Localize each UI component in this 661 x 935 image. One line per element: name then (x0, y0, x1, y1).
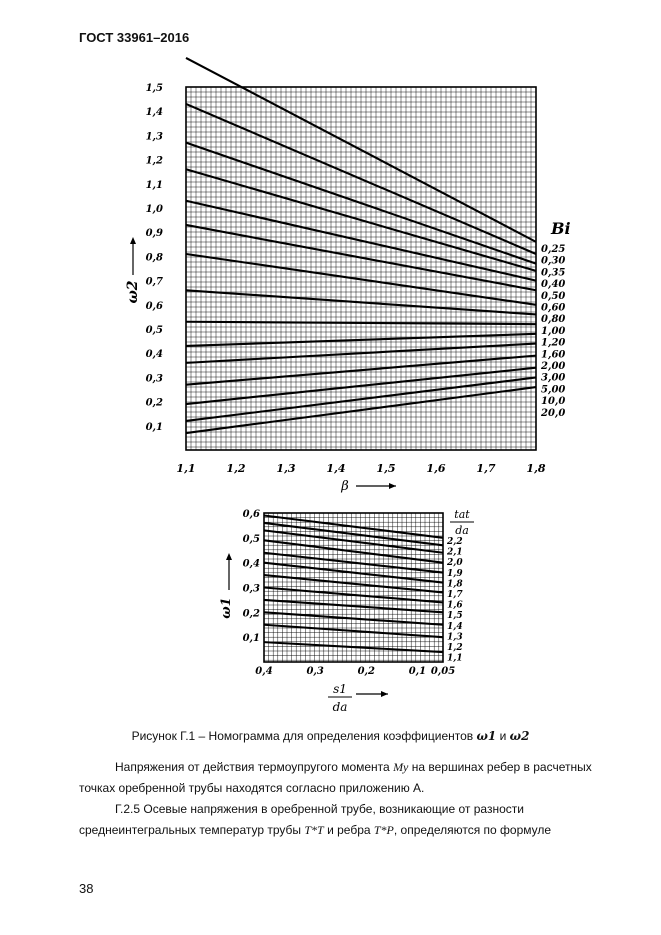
x-tick-label: 0,4 (255, 666, 273, 677)
x-axis-arrowhead (381, 691, 388, 697)
legend-label-1-2: 1,2 (447, 643, 463, 653)
legend-label-3-00: 3,00 (541, 372, 566, 384)
legend-title-denominator: da (455, 524, 469, 537)
y-tick-label: 0,2 (242, 608, 260, 620)
y-tick-label: 0,1 (242, 633, 260, 645)
paragraph-g25 (79, 799, 599, 841)
legend-label-2-1: 2,1 (447, 547, 463, 558)
legend-label-2-00: 2,00 (541, 361, 566, 372)
x-axis-label: β (341, 479, 349, 494)
series-line-1-8 (264, 553, 443, 573)
y-tick-label: 0,5 (145, 325, 163, 336)
legend-label-0-35: 0,35 (541, 267, 566, 279)
legend-label-0-30: 0,30 (541, 255, 566, 267)
legend-label-1-1: 1,1 (447, 653, 463, 664)
legend-label-1-3: 1,3 (447, 632, 463, 643)
legend-label-2-0: 2,0 (447, 558, 463, 569)
legend-label-1-8: 1,8 (447, 579, 463, 590)
series-line-1-9 (264, 540, 443, 562)
caption-and: и (496, 729, 510, 743)
x-tick-label: 1,4 (326, 462, 346, 475)
legend-label-1-20: 1,20 (541, 337, 566, 349)
legend-label-1-4: 1,4 (447, 621, 463, 632)
legend-label-1-00: 1,00 (541, 325, 566, 337)
y-tick-label: 1,4 (145, 107, 163, 119)
document-header: ГОСТ 33961–2016 (79, 30, 190, 45)
legend-label-0-50: 0,50 (541, 290, 566, 302)
y-tick-label: 0,2 (145, 397, 163, 409)
x-axis-arrowhead (389, 483, 396, 489)
y-tick-label: 1,5 (145, 83, 163, 94)
para2-symbol-tt: T*T (304, 823, 324, 837)
para2-text-c: , определяются по формуле (393, 823, 552, 837)
y-tick-label: 1,3 (145, 131, 163, 143)
legend-title-numerator: tat (454, 508, 470, 521)
y-tick-label: 0,4 (145, 349, 163, 361)
y-tick-label: 0,6 (145, 300, 163, 312)
paragraph-thermoelastic (79, 757, 599, 799)
x-tick-label: 0,2 (357, 666, 375, 677)
legend-label-20-0: 20,0 (541, 407, 566, 419)
y-tick-label: 0,5 (242, 533, 260, 545)
x-tick-label: 1,5 (376, 462, 396, 475)
caption-symbol-omega1: ω1 (476, 729, 497, 743)
legend-label-1-5: 1,5 (447, 611, 463, 622)
y-tick-label: 0,1 (145, 421, 163, 433)
legend-title: Bi (551, 219, 571, 238)
para2-text-a: Г.2.5 Осевые напряжения в оребренной трубе, возникающие от разности среднеинтегральных температур трубы (79, 802, 524, 837)
x-tick-label: 0,3 (306, 666, 324, 677)
chart-omega1-s1da (219, 508, 474, 714)
y-tick-label: 0,7 (145, 276, 163, 288)
x-tick-label: 1,2 (226, 462, 246, 475)
x-axis-label-denominator: da (332, 700, 348, 714)
y-axis-label: ω2 (125, 280, 141, 304)
para1-text-b: на вершинах ребер в расчетных точках оребренной трубы находятся согласно приложению А. (79, 760, 592, 795)
legend-label-1-9: 1,9 (447, 568, 463, 579)
y-axis-label: ω1 (219, 597, 234, 619)
y-tick-label: 0,9 (145, 228, 163, 240)
x-tick-label: 1,1 (176, 462, 196, 475)
figure-caption (0, 729, 661, 743)
para1-text-a: Напряжения от действия термоупругого момента (115, 760, 394, 774)
para2-symbol-tp: T*P (373, 823, 394, 837)
x-axis-label-numerator: s1 (333, 682, 347, 696)
legend-label-2-2: 2,2 (447, 537, 463, 547)
legend-label-0-80: 0,80 (541, 314, 566, 326)
legend-label-1-7: 1,7 (447, 590, 463, 600)
y-tick-label: 1,0 (145, 204, 163, 215)
legend-label-5-00: 5,00 (541, 384, 566, 396)
legend-label-0-25: 0,25 (541, 244, 566, 255)
para2-text-b: и ребра (323, 823, 374, 837)
x-tick-label: 0,05 (430, 666, 456, 677)
y-tick-label: 1,1 (145, 179, 163, 191)
legend-label-0-40: 0,40 (541, 279, 566, 291)
y-axis-arrowhead (226, 553, 232, 560)
y-tick-label: 0,8 (145, 252, 163, 264)
y-tick-label: 1,2 (145, 155, 163, 167)
legend-label-1-60: 1,60 (541, 349, 566, 361)
para1-symbol-my: My (393, 760, 409, 774)
x-tick-label: 1,7 (476, 462, 496, 475)
x-tick-label: 1,8 (526, 462, 546, 475)
y-axis-arrowhead (130, 237, 136, 244)
x-tick-label: 1,3 (276, 462, 296, 475)
y-tick-label: 0,4 (242, 558, 260, 570)
y-tick-label: 0,3 (145, 373, 163, 385)
page-number: 38 (79, 881, 94, 896)
caption-symbol-omega2: ω2 (509, 729, 530, 743)
legend-label-0-60: 0,60 (541, 302, 566, 314)
y-tick-label: 0,6 (242, 509, 260, 520)
series-line-1-1 (264, 642, 443, 652)
chart-omega2-beta (125, 58, 571, 494)
caption-text: Рисунок Г.1 – Номограмма для определения коэффициентов (131, 729, 477, 743)
series-line-1-2 (264, 625, 443, 637)
x-tick-label: 0,1 (408, 666, 427, 677)
y-tick-label: 0,3 (242, 583, 260, 595)
series-line-1-4 (264, 600, 443, 612)
x-tick-label: 1,6 (426, 462, 446, 475)
legend-label-10-0: 10,0 (541, 396, 566, 408)
legend-label-1-6: 1,6 (447, 600, 463, 611)
